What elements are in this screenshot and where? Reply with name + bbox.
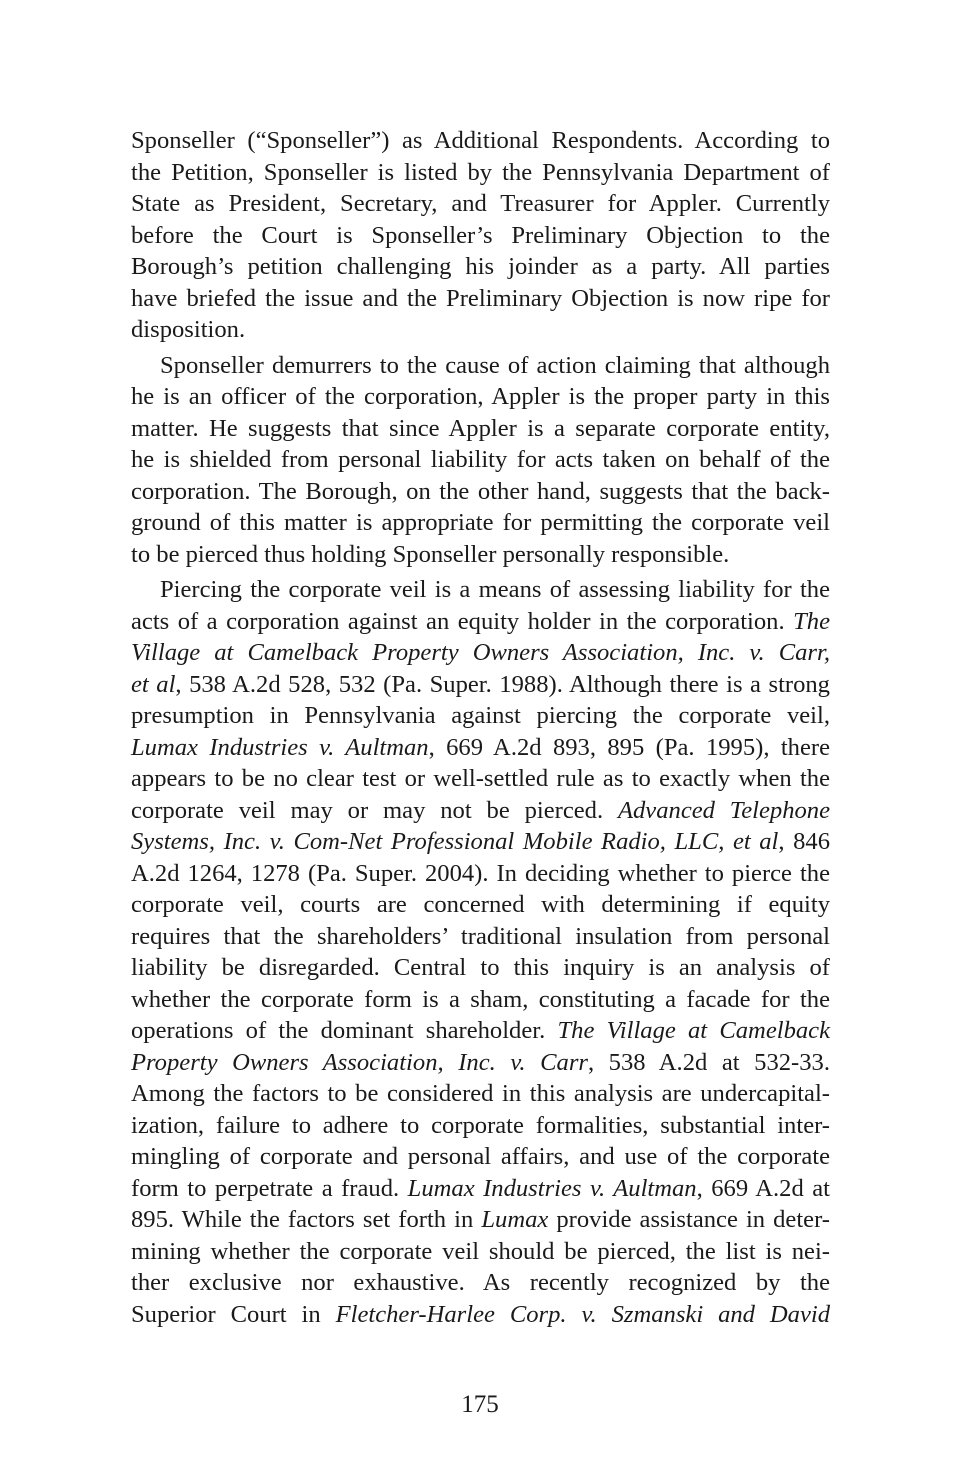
text-line xyxy=(131,952,830,984)
text-line xyxy=(131,700,830,732)
text-line xyxy=(131,669,830,701)
text-run: before the Court is Sponseller’s Preliminary Objection to the xyxy=(131,221,830,249)
case-citation: Fletcher-Harlee Corp. v. Szmanski and David xyxy=(335,1300,830,1328)
case-citation: Lumax Industries v. Aultman xyxy=(131,733,429,761)
text-line xyxy=(131,763,830,795)
text-line xyxy=(131,889,830,921)
text-run: , 538 A.2d 528, 532 (Pa. Super. 1988). Although there is a strong xyxy=(175,670,830,698)
text-line xyxy=(131,314,830,346)
text-line xyxy=(131,826,830,858)
text-line xyxy=(131,188,830,220)
text-run: Sponseller demurrers to the cause of action claiming that although xyxy=(160,351,830,379)
text-line xyxy=(131,350,830,382)
text-run: Among the factors to be considered in this analysis are undercapital- xyxy=(131,1080,830,1107)
case-citation: Advanced Telephone xyxy=(617,796,830,824)
text-run: , 669 A.2d at xyxy=(696,1174,830,1202)
text-line xyxy=(131,1110,830,1142)
text-line xyxy=(131,381,830,413)
text-line xyxy=(131,125,830,157)
text-run: he is shielded from personal liability for acts taken on behalf of the xyxy=(131,446,830,473)
text-run: provide assistance in deter- xyxy=(548,1206,830,1233)
paragraph xyxy=(131,125,830,346)
page-number: 175 xyxy=(461,1391,499,1418)
text-run: matter. He suggests that since Appler is a separate corporate entity, xyxy=(131,414,830,442)
paragraph xyxy=(131,350,830,571)
text-run: State as President, Secretary, and Treasurer for Appler. Currently xyxy=(131,190,830,217)
text-run: Sponseller (“Sponseller”) as Additional Respondents. According to xyxy=(131,127,830,154)
text-run: presumption in Pennsylvania against piercing the corporate veil, xyxy=(131,702,830,729)
text-run: Borough’s petition challenging his joinder as a party. All parties xyxy=(131,253,830,280)
text-run: corporate veil, courts are concerned with determining if equity xyxy=(131,891,830,918)
case-citation: Village at Camelback Property Owners Association, Inc. v. Carr, xyxy=(131,639,830,666)
text-run: form to perpetrate a fraud. xyxy=(131,1174,408,1202)
text-line xyxy=(131,1204,830,1236)
case-citation: The xyxy=(793,607,830,635)
text-run: corporation. The Borough, on the other hand, suggests that the back- xyxy=(131,477,830,505)
text-run: have briefed the issue and the Preliminary Objection is now ripe for xyxy=(131,284,830,312)
text-line xyxy=(131,921,830,953)
text-run: the Petition, Sponseller is listed by the Pennsylvania Department of xyxy=(131,158,830,186)
text-run: , 538 A.2d at 532-33. xyxy=(587,1048,830,1076)
text-line xyxy=(131,606,830,638)
text-line xyxy=(131,574,830,606)
text-line xyxy=(131,476,830,508)
text-run: mining whether the corporate veil should be pierced, the list is nei- xyxy=(131,1237,830,1265)
text-run: to be pierced thus holding Sponseller personally responsible. xyxy=(131,540,730,568)
text-line xyxy=(131,507,830,539)
text-line xyxy=(131,858,830,890)
text-run: ther exclusive nor exhaustive. As recently recognized by the xyxy=(131,1269,830,1296)
case-citation: The Village at Camelback xyxy=(557,1017,830,1044)
text-run: mingling of corporate and personal affairs, and use of the corporate xyxy=(131,1143,830,1170)
text-line xyxy=(131,413,830,445)
text-run: Superior Court in xyxy=(131,1300,336,1328)
text-line xyxy=(131,732,830,764)
text-line xyxy=(131,251,830,283)
text-run: Piercing the corporate veil is a means of assessing liability for the xyxy=(160,576,830,603)
case-citation: Lumax Industries v. Aultman xyxy=(407,1174,697,1202)
text-run: 895. While the factors set forth in xyxy=(131,1206,482,1233)
body-text xyxy=(131,125,830,1334)
text-line xyxy=(131,444,830,476)
text-run: operations of the dominant shareholder. xyxy=(131,1017,558,1044)
text-line xyxy=(131,1299,830,1331)
text-run: liability be disregarded. Central to this inquiry is an analysis of xyxy=(131,954,830,981)
text-line xyxy=(131,1236,830,1268)
text-run: A.2d 1264, 1278 (Pa. Super. 2004). In deciding whether to pierce the xyxy=(131,859,830,887)
text-line xyxy=(131,637,830,669)
text-line xyxy=(131,1078,830,1110)
text-line xyxy=(131,1267,830,1299)
text-run: acts of a corporation against an equity holder in the corporation. xyxy=(131,607,794,635)
text-run: ground of this matter is appropriate for permitting the corporate veil xyxy=(131,509,830,536)
text-run: he is an officer of the corporation, Appler is the proper party in this xyxy=(131,383,830,410)
case-citation: et al xyxy=(131,670,176,698)
text-line xyxy=(131,539,830,571)
text-run: disposition. xyxy=(131,316,246,343)
text-run: , 846 xyxy=(778,828,831,855)
text-line xyxy=(131,1047,830,1079)
text-line xyxy=(131,795,830,827)
text-run: appears to be no clear test or well-settled rule as to exactly when the xyxy=(131,765,830,792)
text-line xyxy=(131,984,830,1016)
text-run: whether the corporate form is a sham, constituting a facade for the xyxy=(131,985,830,1013)
case-citation: Systems, Inc. v. Com-Net Professional Mobile Radio, LLC, et al xyxy=(131,828,779,855)
text-run: , 669 A.2d 893, 895 (Pa. 1995), there xyxy=(428,733,831,761)
text-line xyxy=(131,220,830,252)
text-line xyxy=(131,1141,830,1173)
text-line xyxy=(131,1015,830,1047)
text-run: ization, failure to adhere to corporate formalities, substantial inter- xyxy=(131,1111,830,1139)
text-run: corporate veil may or may not be pierced. xyxy=(131,796,618,824)
paragraph xyxy=(131,574,830,1330)
text-line xyxy=(131,157,830,189)
case-citation: Property Owners Association, Inc. v. Carr xyxy=(131,1048,588,1076)
text-line xyxy=(131,1173,830,1205)
text-line xyxy=(131,283,830,315)
case-citation: Lumax xyxy=(481,1206,549,1233)
text-run: requires that the shareholders’ traditional insulation from personal xyxy=(131,922,830,950)
